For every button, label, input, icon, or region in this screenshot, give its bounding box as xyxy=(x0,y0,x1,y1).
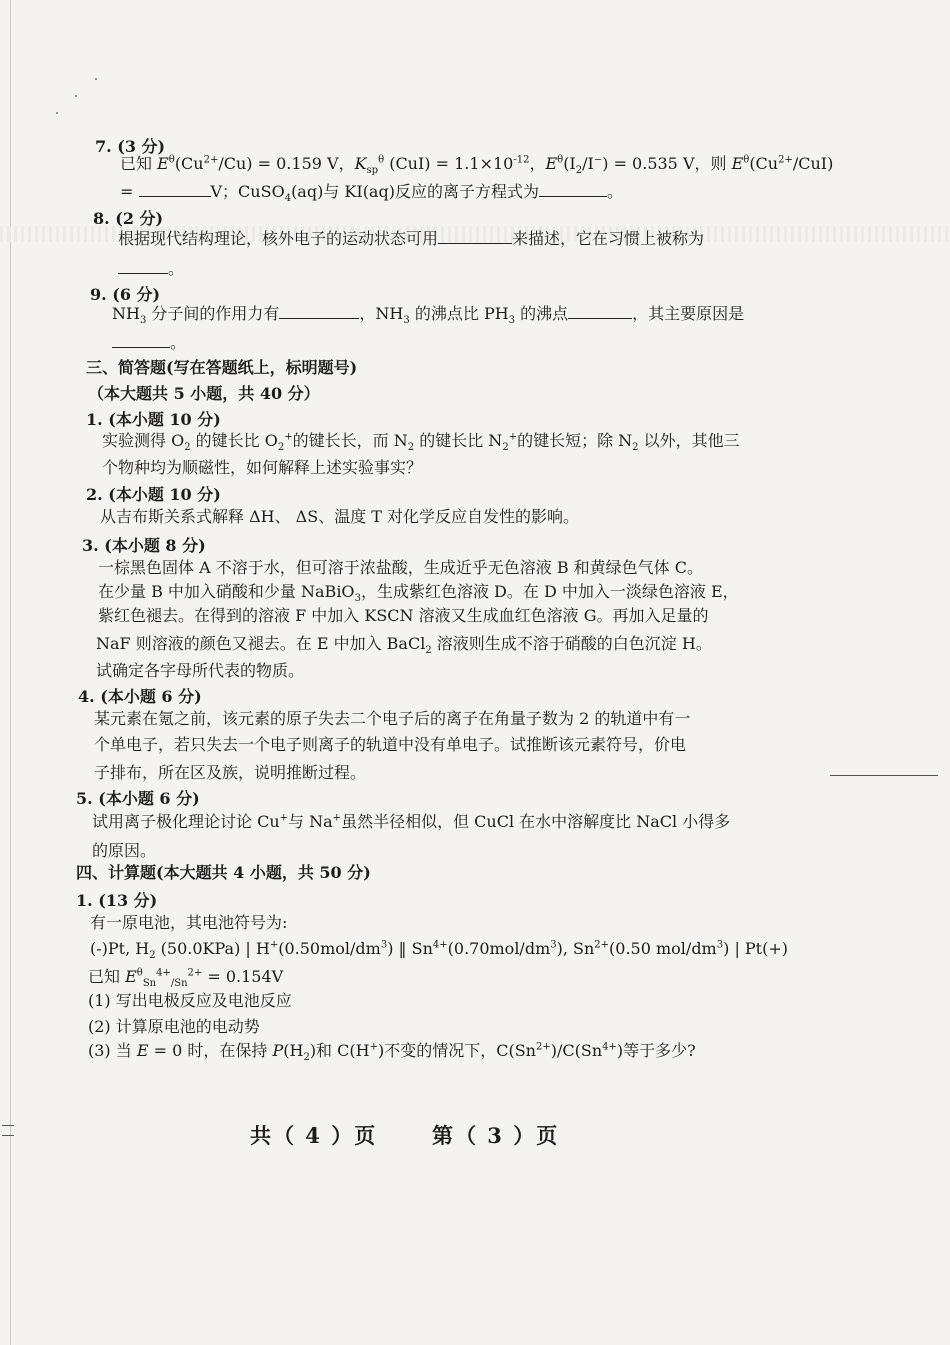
c1-part1: (1) 写出电极反应及电池反应 xyxy=(88,991,292,1010)
answer-blank[interactable] xyxy=(139,181,211,197)
c1-part3: (3) 当 E = 0 时，在保持 $P(H_2)$和 C(H+)不变的情况下，$C(Sn^{2+})/C(Sn^{4+})$等于多少? xyxy=(88,1041,696,1064)
c1-given: 已知 $E^\theta_{Sn}^{4+}_{/Sn}^{2+} = 0.154V$ xyxy=(88,967,284,990)
margin-rule xyxy=(830,775,938,776)
q8-line2: 。 xyxy=(118,258,184,280)
q8-line1: 根据现代结构理论，核外电子的运动状态可用 来描述，它在习惯上被称为 xyxy=(118,229,705,248)
s4-heading: 4. (本小题 6 分) xyxy=(78,687,202,706)
s3-line5: 试确定各字母所代表的物质。 xyxy=(96,661,305,680)
page-total: 共（ 4 ）页 xyxy=(250,1123,378,1148)
section3-subtitle: （本大题共 5 小题，共 40 分） xyxy=(88,384,320,403)
s1-line1: 实验测得 $O_2$ 的键长比 $O_2^+$的键长长，而 $N_2$ 的键长比 $N_2^+$的键长短；除 $N_2$ 以外，其他三 xyxy=(102,431,740,454)
answer-blank[interactable] xyxy=(568,303,632,319)
q9-line1: $NH_3$ 分子间的作用力有 ，$NH_3$ 的沸点比 $PH_3$ 的沸点 ，其主要原因是 xyxy=(112,304,745,327)
s4-line3: 子排布，所在区及族，说明推断过程。 xyxy=(94,763,367,782)
q7-line2: = V；CuSO$_4$(aq)与 KI(aq)反应的离子方程式为 。 xyxy=(120,182,623,205)
q9-heading: 9. (6 分) xyxy=(90,285,161,304)
c1-line1: 有一原电池，其电池符号为: xyxy=(90,913,288,932)
q9-line2: 。 xyxy=(112,332,186,354)
s4-line1: 某元素在氪之前，该元素的原子失去二个电子后的离子在角量子数为 2 的轨道中有一 xyxy=(94,709,691,728)
s1-heading: 1. (本小题 10 分) xyxy=(86,410,221,429)
q7-heading: 7. (3 分) xyxy=(95,137,166,156)
cell-notation: (-)Pt, $H_2$ (50.0KPa) | $H^+(0.50mol/dm^3)$ ‖ $Sn^{4+}(0.70mol/dm^3)$, $Sn^{2+}(0.50$ mol/$dm^3$) | Pt(+) xyxy=(90,939,788,962)
scan-speck xyxy=(56,112,58,114)
s5-line1: 试用离子极化理论讨论 Cu+与 Na+虽然半径相似，但 CuCl 在水中溶解度比 NaCl 小得多 xyxy=(92,812,731,831)
section4-title: 四、计算题(本大题共 4 小题，共 50 分) xyxy=(76,863,371,882)
answer-blank[interactable] xyxy=(438,228,512,244)
s3-line3: 紫红色褪去。在得到的溶液 F 中加入 KSCN 溶液又生成血红色溶液 G。再加入足量的 xyxy=(98,606,709,625)
q7-line1: 已知 $E^\theta(Cu^{2+}/Cu) = 0.159$ V，$K_{sp}^\theta$ $(CuI) = 1.1\times 10^{-12}$，$E^\theta(I_2/I^-) = 0.535$ V，则 $E^\theta(Cu^{2+}/CuI)$ xyxy=(120,154,834,177)
s5-line2: 的原因。 xyxy=(92,841,157,860)
answer-blank[interactable] xyxy=(112,332,170,348)
scan-speck xyxy=(95,78,97,80)
s5-heading: 5. (本小题 6 分) xyxy=(76,789,200,808)
section3-title: 三、简答题(写在答题纸上，标明题号) xyxy=(86,358,358,377)
s1-line2: 个物种均为顺磁性，如何解释上述实验事实？ xyxy=(102,458,423,477)
margin-tick xyxy=(2,1135,14,1136)
c1-part2: (2) 计算原电池的电动势 xyxy=(88,1017,260,1036)
c1-heading: 1. (13 分) xyxy=(76,891,158,910)
answer-blank[interactable] xyxy=(279,303,359,319)
s4-line2: 个单电子，若只失去一个电子则离子的轨道中没有单电子。试推断该元素符号，价电 xyxy=(94,735,687,754)
margin-tick xyxy=(2,1125,14,1126)
s3-line2: 在少量 B 中加入硝酸和少量 NaBiO$_3$，生成紫红色溶液 D。在 D 中加入一淡绿色溶液 E， xyxy=(98,582,739,605)
s3-line1: 一棕黑色固体 A 不溶于水，但可溶于浓盐酸，生成近乎无色溶液 B 和黄绿色气体 C。 xyxy=(98,558,703,577)
s3-heading: 3. (本小题 8 分) xyxy=(82,536,206,555)
s3-line4: NaF 则溶液的颜色又褪去。在 E 中加入 BaCl$_2$ 溶液则生成不溶于硝酸的白色沉淀 H。 xyxy=(96,634,712,657)
scan-speck xyxy=(75,95,77,97)
page-number: 第（ 3 ）页 xyxy=(432,1123,560,1148)
answer-blank[interactable] xyxy=(118,258,168,274)
s2-heading: 2. (本小题 10 分) xyxy=(86,485,221,504)
q8-heading: 8. (2 分) xyxy=(93,209,164,228)
scan-edge xyxy=(10,0,11,1345)
s2-line1: 从吉布斯关系式解释 ΔH、 ΔS、温度 T 对化学反应自发性的影响。 xyxy=(100,507,580,526)
answer-blank[interactable] xyxy=(539,181,607,197)
